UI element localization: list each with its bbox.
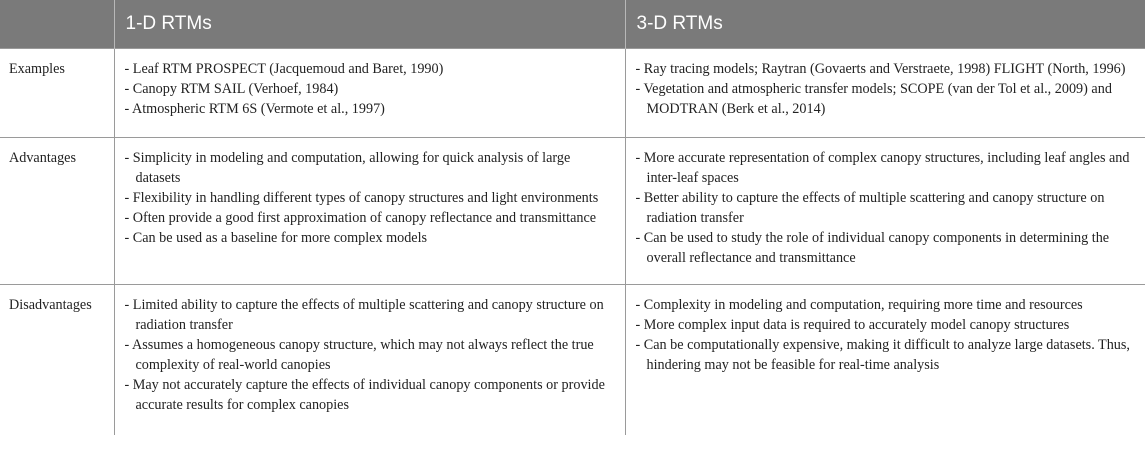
- list-item: - Flexibility in handling different types of canopy structures and light environments: [124, 190, 599, 206]
- list-item: - More complex input data is required to accurately model canopy structures: [635, 317, 1070, 333]
- header-empty-cell: [0, 0, 114, 49]
- disadvantages-3d-cell: [625, 285, 1145, 436]
- list-item: - Complexity in modeling and computation, requiring more time and resources: [635, 297, 1083, 313]
- list-item: - Ray tracing models; Raytran (Govaerts and Verstraete, 1998) FLIGHT (North, 1996): [635, 61, 1126, 77]
- examples-1d-cell: [114, 49, 625, 138]
- list-item: - Often provide a good first approximation of canopy reflectance and transmittance: [124, 210, 597, 226]
- list-item: - Assumes a homogeneous canopy structure, which may not always reflect the true complexity of real-world canopies: [124, 337, 594, 373]
- list-item: - May not accurately capture the effects of individual canopy components or provide accurate results for complex canopies: [124, 377, 605, 413]
- row-examples: [0, 49, 1145, 138]
- advantages-3d-cell: [625, 138, 1145, 285]
- row-label-examples: Examples: [0, 49, 114, 138]
- advantages-1d-cell: [114, 138, 625, 285]
- row-label-advantages: Advantages: [0, 138, 114, 285]
- row-advantages: [0, 138, 1145, 285]
- disadvantages-1d-cell: [114, 285, 625, 436]
- row-label-disadvantages: Disadvantages: [0, 285, 114, 436]
- list-item: - Canopy RTM SAIL (Verhoef, 1984): [124, 81, 339, 97]
- list-item: - Simplicity in modeling and computation, allowing for quick analysis of large datasets: [124, 150, 571, 186]
- list-item: - More accurate representation of complex canopy structures, including leaf angles and inter-leaf spaces: [635, 150, 1130, 186]
- list-item: - Can be used to study the role of individual canopy components in determining the overall reflectance and transmittance: [635, 230, 1110, 266]
- list-item: - Limited ability to capture the effects of multiple scattering and canopy structure on radiation transfer: [124, 297, 604, 333]
- header-1d-rtms: 1-D RTMs: [114, 0, 625, 49]
- row-disadvantages: [0, 285, 1145, 436]
- list-item: - Atmospheric RTM 6S (Vermote et al., 1997): [124, 101, 385, 117]
- header-row: [0, 0, 1145, 49]
- list-item: - Leaf RTM PROSPECT (Jacquemoud and Baret, 1990): [124, 61, 444, 77]
- examples-3d-cell: [625, 49, 1145, 138]
- list-item: - Vegetation and atmospheric transfer models; SCOPE (van der Tol et al., 2009) and MODTRAN (Berk et al., 2014): [635, 81, 1112, 117]
- list-item: - Can be used as a baseline for more complex models: [124, 230, 428, 246]
- list-item: - Can be computationally expensive, making it difficult to analyze large datasets. Thus, hindering may not be feasible for real-time analysis: [635, 337, 1130, 373]
- header-3d-rtms: 3-D RTMs: [625, 0, 1145, 49]
- list-item: - Better ability to capture the effects of multiple scattering and canopy structure on radiation transfer: [635, 190, 1105, 226]
